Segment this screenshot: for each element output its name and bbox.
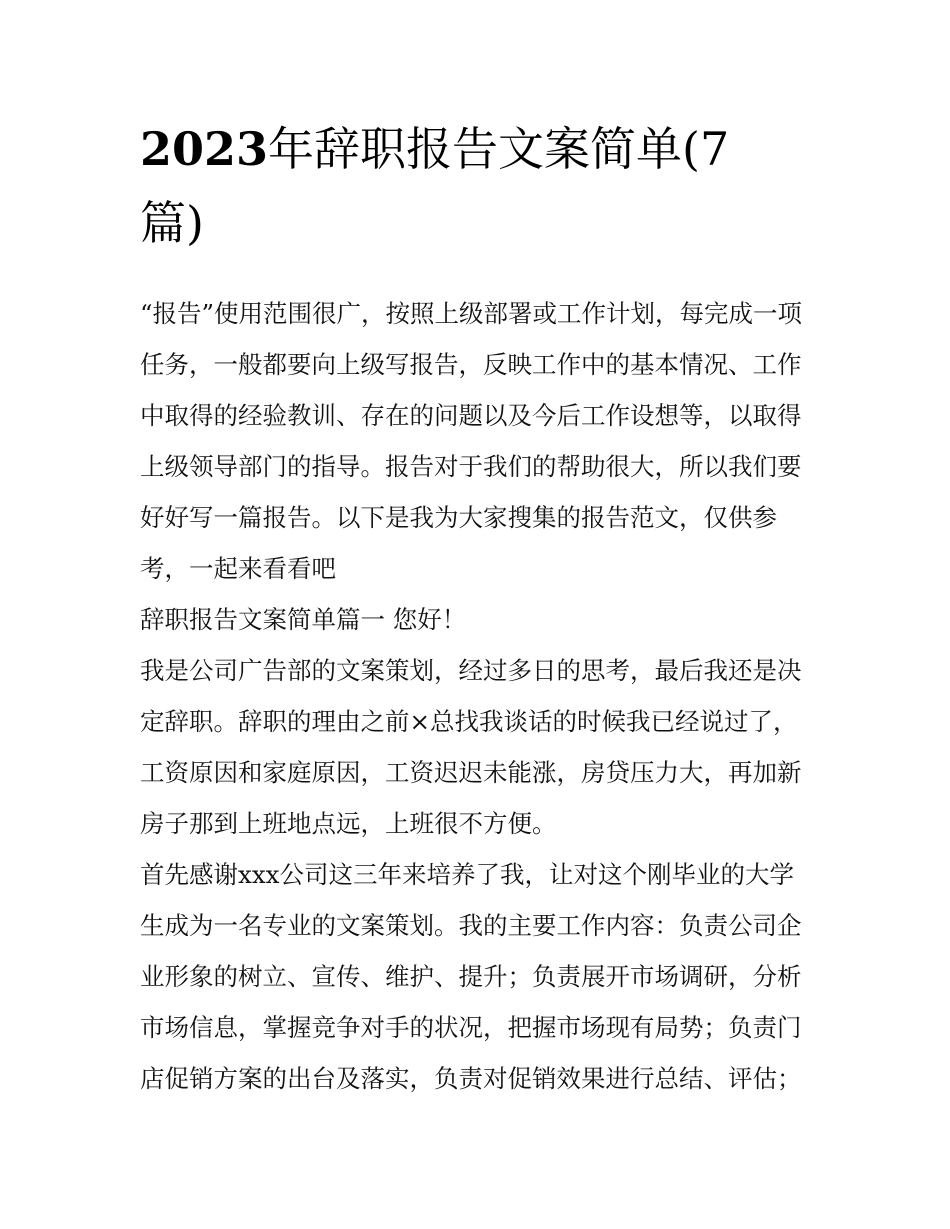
text-line: 首先感谢xxx公司这三年来培养了我，让对这个刚毕业的大学 bbox=[140, 860, 794, 889]
section-heading-paragraph bbox=[140, 594, 812, 645]
gratitude-paragraph bbox=[140, 849, 812, 1104]
text-line: 考，一起来看看吧 bbox=[140, 554, 336, 583]
text-line: 生成为一名专业的文案策划。我的主要工作内容：负责公司企 bbox=[140, 911, 802, 940]
text-line: 中取得的经验教训、存在的问题以及今后工作设想等，以取得 bbox=[140, 401, 802, 430]
text-line: 定辞职。辞职的理由之前×总找我谈话的时候我已经说过了， bbox=[140, 707, 798, 736]
document-title-year: 2023 bbox=[140, 122, 269, 176]
document-title bbox=[140, 112, 812, 260]
text-line: 业形象的树立、宣传、维护、提升；负责展开市场调研，分析 bbox=[140, 962, 802, 991]
text-line: 好好写一篇报告。以下是我为大家搜集的报告范文，仅供参 bbox=[140, 503, 777, 532]
text-line: 我是公司广告部的文案策划，经过多日的思考，最后我还是决 bbox=[140, 656, 802, 685]
text-line: 房子那到上班地点远，上班很不方便。 bbox=[140, 809, 557, 838]
text-line: 店促销方案的出台及落实，负责对促销效果进行总结、评估； bbox=[140, 1064, 802, 1093]
text-line: 工资原因和家庭原因，工资迟迟未能涨，房贷压力大，再加新 bbox=[140, 758, 802, 787]
document-body bbox=[140, 112, 812, 1104]
document-title-line-2: 篇) bbox=[140, 196, 204, 250]
document-title-line-1: 2023年辞职报告文案简单(7 bbox=[140, 122, 730, 176]
text-line: 辞职报告文案简单篇一 您好！ bbox=[140, 605, 467, 634]
text-line: “报告”使用范围很广，按照上级部署或工作计划，每完成一项 bbox=[140, 299, 803, 328]
text-line: 任务，一般都要向上级写报告，反映工作中的基本情况、工作 bbox=[140, 350, 802, 379]
text-line: 上级领导部门的指导。报告对于我们的帮助很大，所以我们要 bbox=[140, 452, 802, 481]
resignation-reason-paragraph bbox=[140, 645, 812, 849]
text-line: 市场信息，掌握竞争对手的状况，把握市场现有局势；负责门 bbox=[140, 1013, 802, 1042]
intro-paragraph bbox=[140, 288, 812, 594]
